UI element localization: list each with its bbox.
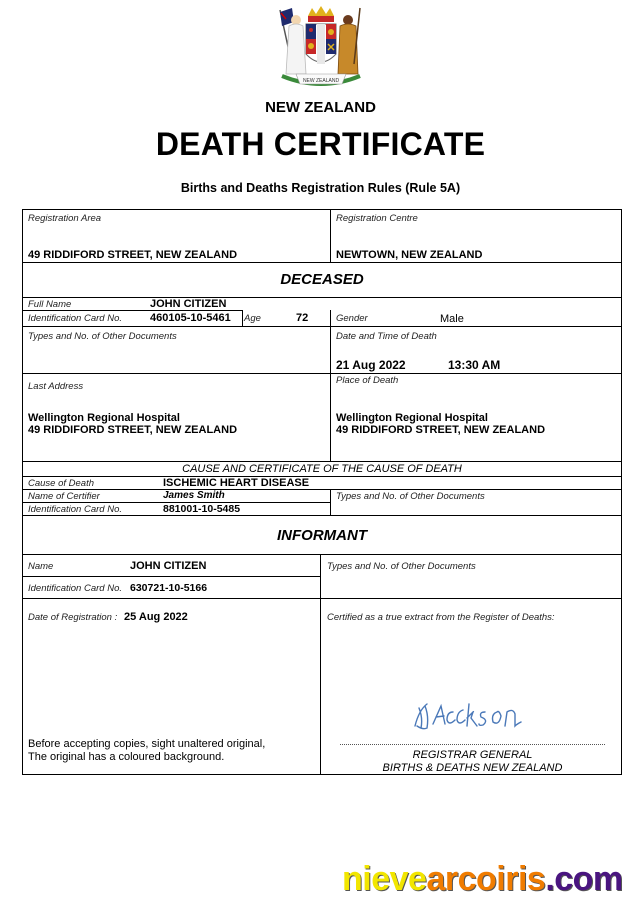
certifier-value: James Smith: [163, 490, 225, 501]
watermark-text: [342, 860, 623, 899]
full-name-value: JOHN CITIZEN: [150, 298, 227, 310]
informant-id-label: Identification Card No.: [28, 583, 122, 594]
divider: [22, 576, 320, 577]
informant-heading: INFORMANT: [277, 527, 367, 544]
registration-centre-value: NEWTOWN, NEW ZEALAND: [336, 249, 483, 261]
registrar-line-1: REGISTRAR GENERAL: [412, 749, 533, 761]
place-of-death-label: Place of Death: [336, 375, 399, 386]
divider: [22, 373, 622, 374]
informant-name-value: JOHN CITIZEN: [130, 560, 207, 572]
divider: [22, 515, 622, 516]
last-address-label: Last Address: [28, 381, 84, 392]
registration-area-label: Registration Area: [28, 213, 102, 224]
last-address-line2: 49 RIDDIFORD STREET, NEW ZEALAND: [28, 424, 238, 436]
informant-other-docs-label: Types and No. of Other Documents: [327, 561, 476, 572]
last-address-line1: Wellington Regional Hospital: [28, 412, 180, 424]
registration-date-value: 25 Aug 2022: [124, 611, 188, 623]
divider: [22, 326, 622, 327]
certificate-table: [22, 209, 622, 775]
registrar-line-2: BIRTHS & DEATHS NEW ZEALAND: [382, 762, 563, 774]
deceased-id-label: Identification Card No.: [28, 313, 122, 324]
deceased-id-value: 460105-10-5461: [150, 312, 231, 324]
place-of-death-line2: 49 RIDDIFORD STREET, NEW ZEALAND: [336, 424, 546, 436]
note-line-2: The original has a coloured background.: [28, 751, 225, 763]
full-name-label: Full Name: [28, 299, 72, 310]
certified-extract-label: Certified as a true extract from the Register of Deaths:: [327, 612, 555, 623]
registration-centre-label: Registration Centre: [336, 213, 418, 224]
signature-line: [340, 744, 605, 745]
svg-text:NEW ZEALAND: NEW ZEALAND: [302, 78, 340, 84]
cause-heading: CAUSE AND CERTIFICATE OF THE CAUSE OF DEATH: [182, 463, 462, 475]
time-of-death-value: 13:30 AM: [448, 358, 501, 372]
document-title: DEATH CERTIFICATE: [155, 126, 486, 162]
age-label: Age: [244, 313, 261, 324]
note-line-1: Before accepting copies, sight unaltered original,: [28, 738, 266, 750]
cause-other-docs-label: Types and No. of Other Documents: [336, 491, 485, 502]
divider: [22, 489, 622, 490]
deceased-heading: DECEASED: [280, 271, 364, 288]
divider: [22, 476, 622, 477]
divider: [330, 310, 331, 461]
informant-id-value: 630721-10-5166: [130, 582, 208, 594]
coat-of-arms-icon: [272, 4, 370, 96]
deceased-other-docs-label: Types and No. of Other Documents: [28, 331, 177, 342]
registrar-title: [330, 749, 615, 775]
certifier-label: Name of Certifier: [28, 491, 100, 502]
watermark-part-2: arcoiris: [426, 860, 546, 898]
certifier-id-label: Identification Card No.: [28, 504, 122, 515]
divider: [22, 598, 622, 599]
divider: [330, 489, 331, 515]
place-of-death-line1: Wellington Regional Hospital: [336, 412, 488, 424]
registration-area-value: 49 RIDDIFORD STREET, NEW ZEALAND: [28, 249, 238, 261]
signature-image: [405, 698, 535, 734]
divider: [320, 554, 321, 775]
divider: [22, 297, 622, 298]
date-of-death-value: 21 Aug 2022: [336, 358, 406, 372]
watermark-part-3: .com: [545, 860, 623, 898]
authenticity-note: [28, 738, 265, 764]
country-heading: NEW ZEALAND: [265, 99, 376, 116]
cause-of-death-value: ISCHEMIC HEART DISEASE: [163, 477, 310, 489]
gender-label: Gender: [336, 313, 368, 324]
cause-of-death-label: Cause of Death: [28, 478, 95, 489]
document-subtitle: Births and Deaths Registration Rules (Rule 5A): [180, 181, 461, 195]
certifier-id-value: 881001-10-5485: [163, 503, 241, 515]
informant-name-label: Name: [28, 561, 54, 572]
divider: [22, 554, 622, 555]
watermark-part-1: nieve: [342, 860, 427, 898]
divider: [330, 209, 331, 262]
registration-date-label: Date of Registration :: [28, 612, 118, 623]
gender-value: Male: [440, 313, 464, 325]
age-value: 72: [296, 312, 309, 324]
date-time-of-death-label: Date and Time of Death: [336, 331, 437, 342]
divider: [22, 310, 242, 311]
divider: [22, 262, 622, 263]
divider: [242, 310, 243, 326]
divider: [22, 461, 622, 462]
